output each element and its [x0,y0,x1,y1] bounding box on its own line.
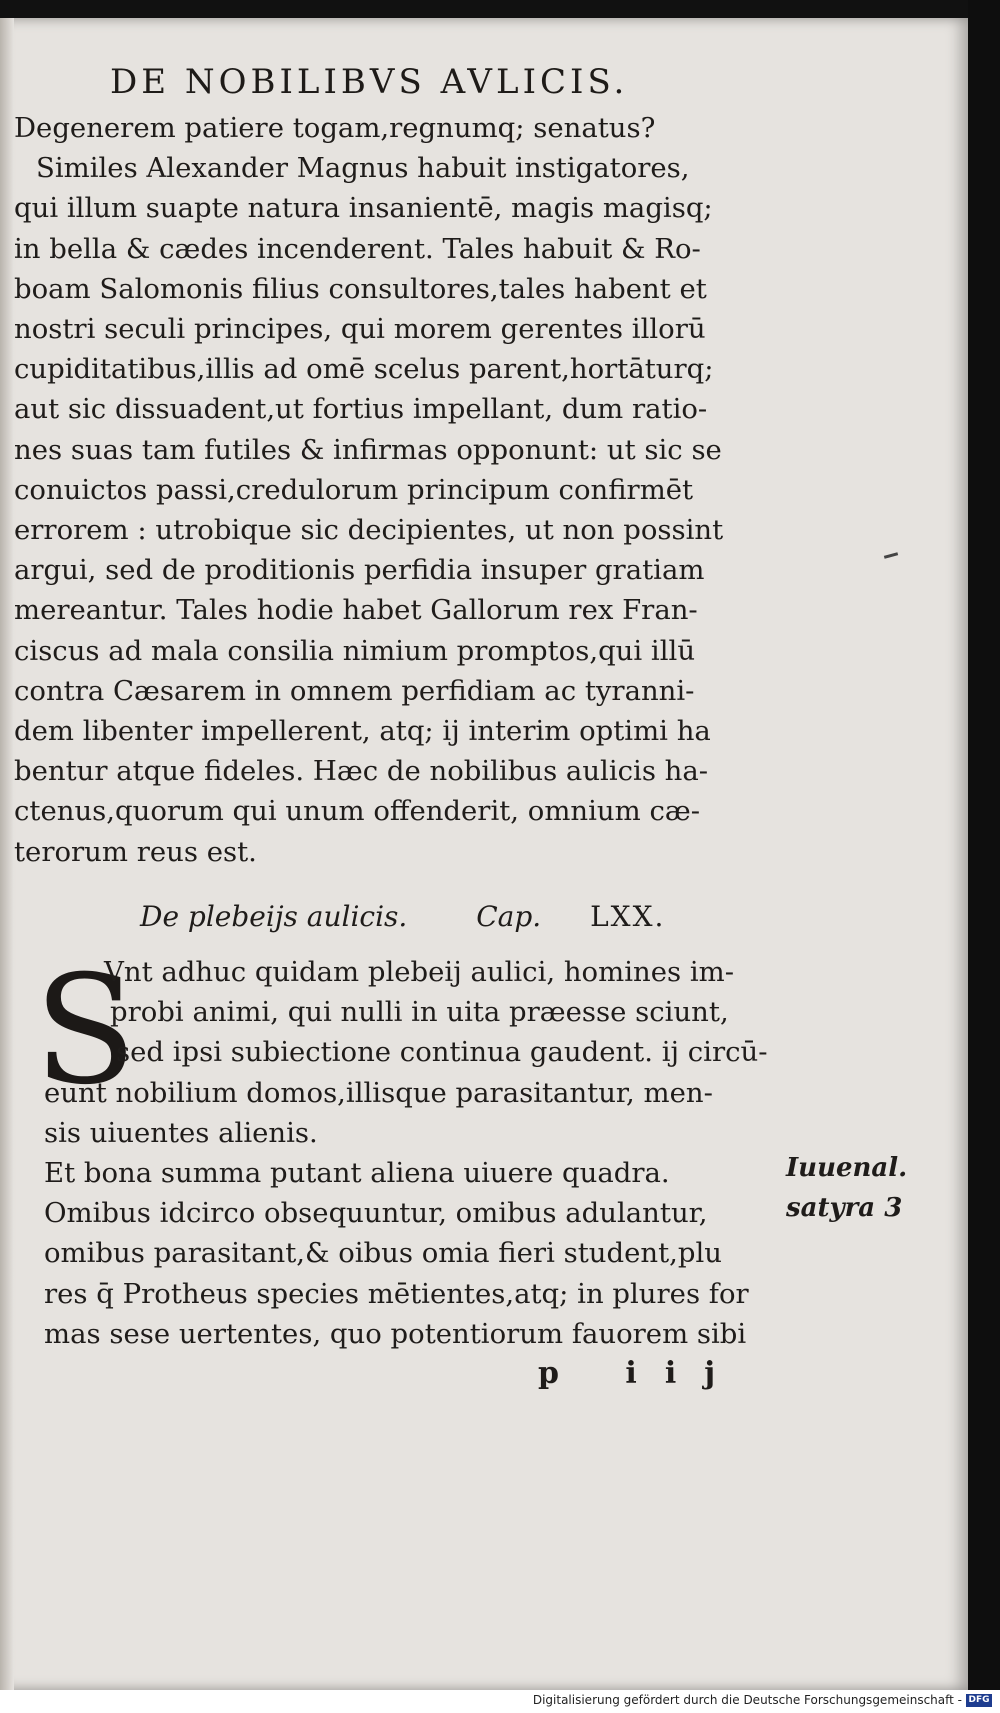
text-line: aut sic dissuadent,ut fortius impellant, dum ratio- [14,393,708,426]
text-line: mereantur. Tales hodie habet Gallorum rex Fran- [14,594,698,627]
chapter-title: De plebeijs aulicis. [140,900,408,933]
text-line: cupiditatibus,illis ad omē scelus parent,hortāturq; [14,353,714,386]
text-line: errorem : utrobique sic decipientes, ut non possint [14,514,724,547]
chapter-heading [140,900,665,933]
chapter-number: LXX. [590,900,666,933]
text-line: nes suas tam futiles & infirmas opponunt: ut sic se [14,433,722,466]
chapter-text [44,952,804,1354]
body-text [14,108,794,872]
text-line: nostri seculi principes, qui morem gerentes illorū [14,313,706,346]
text-line: ctenus,quorum qui unum offenderit, omnium cæ- [14,795,700,828]
text-line: argui, sed de proditionis perfidia insuper gratiam [14,554,705,587]
drop-cap: S [34,944,137,1118]
text-line: Similes Alexander Magnus habuit instigatores, [36,152,690,185]
marginal-note-line: satyra 3 [786,1193,903,1223]
scan-background [968,0,1000,1713]
text-line: bentur atque fideles. Hæc de nobilibus aulicis ha- [14,755,709,788]
marginal-note-line: Iuuenal. [786,1153,908,1183]
text-line: omibus parasitant,& oibus omia fieri student,plu [44,1237,722,1270]
page-gutter [0,18,14,1690]
text-line: qui illum suapte natura insanientē, magis magisq; [14,192,713,225]
text-line: contra Cæsarem in omnem perfidiam ac tyranni- [14,674,695,707]
text-line: in bella & cædes incenderent. Tales habuit & Ro- [14,232,701,265]
text-line: Et bona summa putant aliena uiuere quadra. [44,1157,670,1190]
signature-mark: p iij [538,1356,744,1391]
chapter-cap-label: Cap. [476,900,542,933]
text-line: sed ipsi subiectione continua gaudent. ij circū- [116,1036,768,1069]
text-line: Vnt adhuc quidam plebeij aulici, homines im- [104,956,734,988]
text-line: eunt nobilium domos,illisque parasitantur, men- [44,1076,713,1109]
text-line: Degenerem patiere togam,regnumq; senatus? [14,112,656,144]
text-line: res q̄ Protheus species mētientes,atq; in plures for [44,1277,749,1310]
text-line: Omibus idcirco obsequuntur, omibus adulantur, [44,1197,708,1230]
marginal-note [786,1148,907,1228]
text-line: terorum reus est. [14,835,257,868]
text-line: boam Salomonis filius consultores,tales habent et [14,272,707,305]
funding-credit: Digitalisierung gefördert durch die Deutsche Forschungsgemeinschaft - [532,1693,962,1707]
text-line: mas sese uertentes, quo potentiorum fauorem sibi [44,1317,747,1350]
dfg-logo: DFG [966,1694,992,1707]
running-head: DE NOBILIBVS AVLICIS. [110,62,629,102]
text-line: sis uiuentes alienis. [44,1116,318,1149]
text-line: conuictos passi,credulorum principum confirmēt [14,473,694,506]
text-line: probi animi, qui nulli in uita præesse sciunt, [110,996,729,1029]
text-line: ciscus ad mala consilia nimium promptos,qui illū [14,634,696,667]
text-line: dem libenter impellerent, atq; ij interim optimi ha [14,715,711,748]
